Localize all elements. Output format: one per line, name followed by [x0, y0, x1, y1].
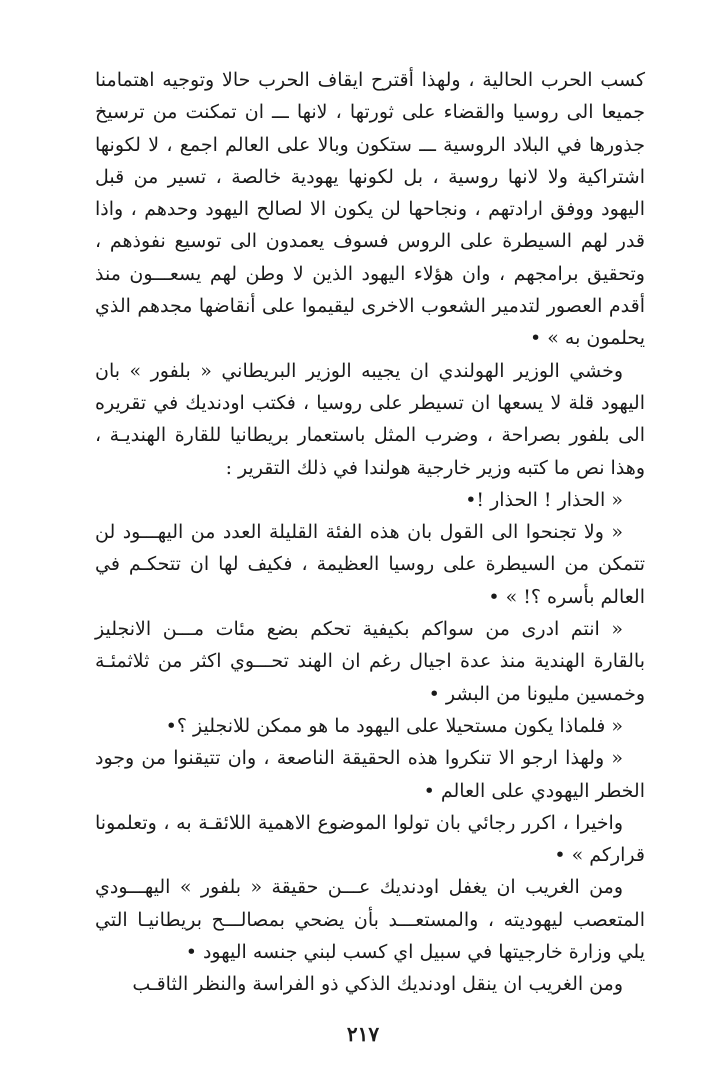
paragraph: ومن الغريب ان ينقل اودنديك الذكي ذو الفراسة والنظر الثاقـب	[132, 973, 623, 996]
paragraph: ومن الغريب ان يغفل اودنديك عـــن حقيقة « بلفور » اليهـــودي المتعصب ليهوديته ، والمستعـــد بأن يضحي بمصالـــح بريطانيـا التي يلي وزارة خارجيتها في سبيل اي كسب لبني جنسه اليهود •	[95, 876, 645, 964]
paragraph: « ولا تجنحوا الى القول بان هذه الفئة القليلة العدد من اليهـــود لن تتمكن من السيطرة على روسيا العظيمة ، فكيف لها ان تتحكـم في العالم بأسره ؟! » •	[95, 521, 645, 608]
paragraph: « انتم ادرى من سواكم بكيفية تحكم بضع مئات مـــن الانجليز بالقارة الهندية منذ عدة اجيال رغم ان الهند تحـــوي اكثر من ثلاثمئـة وخمسين مليونا من البشر •	[95, 618, 645, 705]
page-number: ٢١٧	[346, 1022, 380, 1046]
paragraph: « فلماذا يكون مستحيلا على اليهود ما هو ممكن للانجليز ؟•	[165, 714, 623, 737]
paragraph: واخيرا ، اكرر رجائي بان تولوا الموضوع الاهمية اللائقـة به ، وتعلمونا قراركم » •	[95, 811, 645, 867]
paragraph: « ولهذا ارجو الا تنكروا هذه الحقيقة الناصعة ، وان تتيقنوا من وجود الخطر اليهودي على العالم •	[95, 747, 645, 802]
paragraph: « الحذار ! الحذار !•	[465, 488, 623, 511]
paragraph: كسب الحرب الحالية ، ولهذا أقترح ايقاف الحرب حالا وتوجيه اهتمامنا جميعا الى روسيا والقضاء على ثورتها ، لانها ـــ ان تمكنت من ترسيخ جذورها في البلاد الروسية ـــ ستكون وبالا على العالم اجمع ، لا لكونها اشتراكية ولا لانها روسية ، بل لكونها يهودية خالصة ، تسير من قبل اليهود ووفق ارادتهم ، ونجاحها لن يكون الا لصالح اليهود وحدهم ، واذا قدر لهم السيطرة على الروس فسوف يعمدون الى توسيع نفوذهم ، وتحقيق برامجهم ، وان هؤلاء اليهود الذين لا وطن لهم يسعـــون منذ أقدم العصور لتدمير الشعوب الاخرى ليقيموا على أنقاضها مجدهم الذي يحلمون به » •	[95, 69, 645, 350]
body-text	[95, 64, 645, 1001]
paragraph: وخشي الوزير الهولندي ان يجيبه الوزير البريطاني « بلفور » بان اليهود قلة لا يسعها ان تسيطر على روسيا ، فكتب اودنديك في تقريره الى بلفور بصراحة ، وضرب المثل باستعمار بريطانيا للقارة الهنديـة ، وهذا نص ما كتبه وزير خارجية هولندا في ذلك التقرير :	[95, 359, 645, 479]
